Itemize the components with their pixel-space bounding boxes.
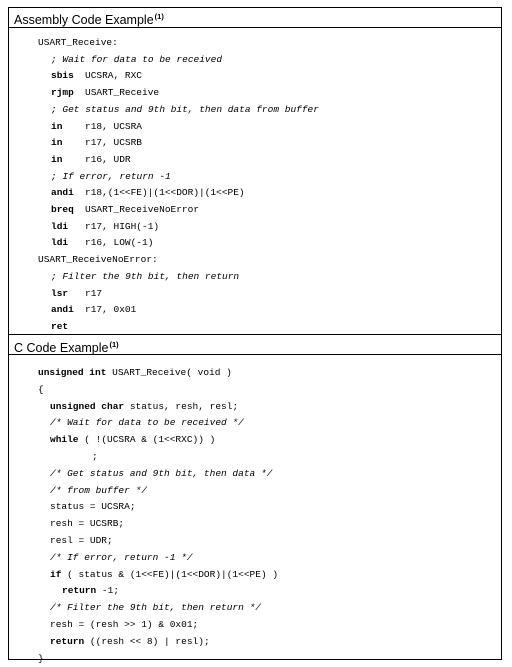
asm-line	[51, 119, 142, 136]
c-code-footnote-ref: (1)	[109, 340, 119, 349]
asm-operands: USART_Receive	[85, 87, 160, 99]
asm-label: USART_Receive:	[38, 37, 118, 48]
asm-line	[51, 219, 159, 236]
asm-line	[51, 152, 131, 169]
c-comment: /* If error, return -1 */	[50, 551, 193, 563]
asm-mnemonic: in	[51, 153, 63, 165]
c-code-header-title: C Code Example	[14, 341, 109, 355]
c-line	[50, 399, 238, 416]
asm-mnemonic: sbis	[51, 70, 74, 82]
assembly-header-title: Assembly Code Example	[14, 13, 154, 27]
c-line	[50, 600, 261, 617]
c-code-text: ;	[92, 451, 98, 462]
c-code-text: ( status & (1<<FE)|(1<<DOR)|(1<<PE) )	[61, 568, 279, 580]
c-line	[50, 533, 113, 550]
asm-line	[38, 35, 118, 52]
asm-mnemonic: lsr	[51, 287, 69, 299]
c-code-text: ( !(UCSRA & (1<<RXC)) )	[78, 434, 216, 446]
c-comment: /* Get status and 9th bit, then data */	[50, 467, 273, 479]
c-line	[50, 415, 244, 432]
c-line	[50, 567, 278, 584]
asm-mnemonic: andi	[51, 304, 74, 316]
asm-operands: r18, UCSRA	[85, 120, 143, 132]
c-code-text: resh = (resh >> 1) & 0x01;	[50, 619, 199, 630]
asm-comment: ; If error, return -1	[51, 170, 171, 182]
c-line	[50, 550, 193, 567]
c-comment: /* Filter the 9th bit, then return */	[50, 602, 261, 614]
c-line	[50, 483, 147, 500]
asm-line	[51, 85, 159, 102]
asm-operands: UCSRA, RXC	[85, 70, 143, 82]
asm-comment: ; Filter the 9th bit, then return	[51, 270, 240, 282]
c-keyword: return	[50, 635, 85, 647]
asm-operands: r16, UDR	[85, 153, 131, 165]
asm-mnemonic: rjmp	[51, 87, 74, 99]
c-code-text: ((resh << 8) | resl);	[84, 635, 210, 647]
asm-line	[51, 202, 199, 219]
code-example-table	[8, 7, 502, 664]
asm-line	[51, 185, 245, 202]
asm-line	[51, 135, 142, 152]
asm-mnemonic: in	[51, 120, 63, 132]
c-keyword: return	[62, 585, 97, 597]
asm-mnemonic: breq	[51, 204, 74, 215]
c-line	[92, 449, 98, 466]
assembly-footnote-ref: (1)	[154, 12, 164, 21]
asm-line	[38, 252, 158, 269]
c-line	[38, 382, 44, 399]
c-code-text: status = UCSRA;	[50, 501, 136, 513]
asm-operands: r17, UCSRB	[85, 137, 143, 149]
c-line	[50, 466, 272, 483]
asm-label: USART_ReceiveNoError:	[38, 254, 158, 266]
asm-line	[51, 302, 136, 319]
asm-line	[51, 68, 142, 85]
c-code-text: resl = UDR;	[50, 535, 113, 546]
c-code-text: resh = UCSRB;	[50, 518, 125, 530]
c-code-text: {	[38, 383, 44, 395]
asm-line	[51, 235, 153, 252]
c-code-text: USART_Receive( void )	[106, 367, 232, 378]
c-keyword: unsigned char	[50, 400, 125, 412]
c-line	[50, 432, 215, 449]
c-line	[50, 617, 198, 634]
c-line	[50, 516, 124, 533]
c-line	[62, 583, 119, 600]
asm-comment: ; Wait for data to be received	[51, 53, 223, 65]
asm-line	[51, 52, 222, 69]
c-line	[50, 634, 210, 651]
asm-mnemonic: ldi	[51, 237, 69, 249]
asm-line	[51, 269, 239, 286]
asm-operands: r17	[85, 287, 103, 299]
c-keyword: while	[50, 434, 79, 446]
asm-line	[51, 286, 102, 303]
asm-operands: r18,(1<<FE)|(1<<DOR)|(1<<PE)	[85, 187, 245, 199]
c-code-header	[9, 334, 501, 355]
asm-operands: r17, HIGH(-1)	[85, 220, 160, 232]
c-code-text: status, resh, resl;	[124, 400, 239, 412]
c-line	[38, 365, 232, 382]
asm-operands: USART_ReceiveNoError	[85, 204, 200, 215]
asm-comment: ; Get status and 9th bit, then data from buffer	[51, 103, 319, 115]
c-code-text: }	[38, 652, 44, 664]
asm-operands: r16, LOW(-1)	[85, 237, 154, 249]
c-comment: /* Wait for data to be received */	[50, 417, 244, 429]
asm-mnemonic: ldi	[51, 220, 69, 232]
c-keyword: unsigned int	[38, 367, 107, 378]
asm-mnemonic: andi	[51, 187, 74, 199]
c-keyword: if	[50, 568, 62, 580]
asm-line	[51, 169, 171, 186]
c-code-text: -1;	[96, 585, 120, 597]
assembly-header	[9, 8, 501, 28]
asm-mnemonic: in	[51, 137, 63, 149]
asm-mnemonic: ret	[51, 320, 69, 332]
c-line	[50, 499, 136, 516]
c-comment: /* from buffer */	[50, 484, 147, 496]
c-line	[38, 651, 44, 667]
asm-line	[51, 102, 319, 119]
asm-operands: r17, 0x01	[85, 304, 137, 316]
